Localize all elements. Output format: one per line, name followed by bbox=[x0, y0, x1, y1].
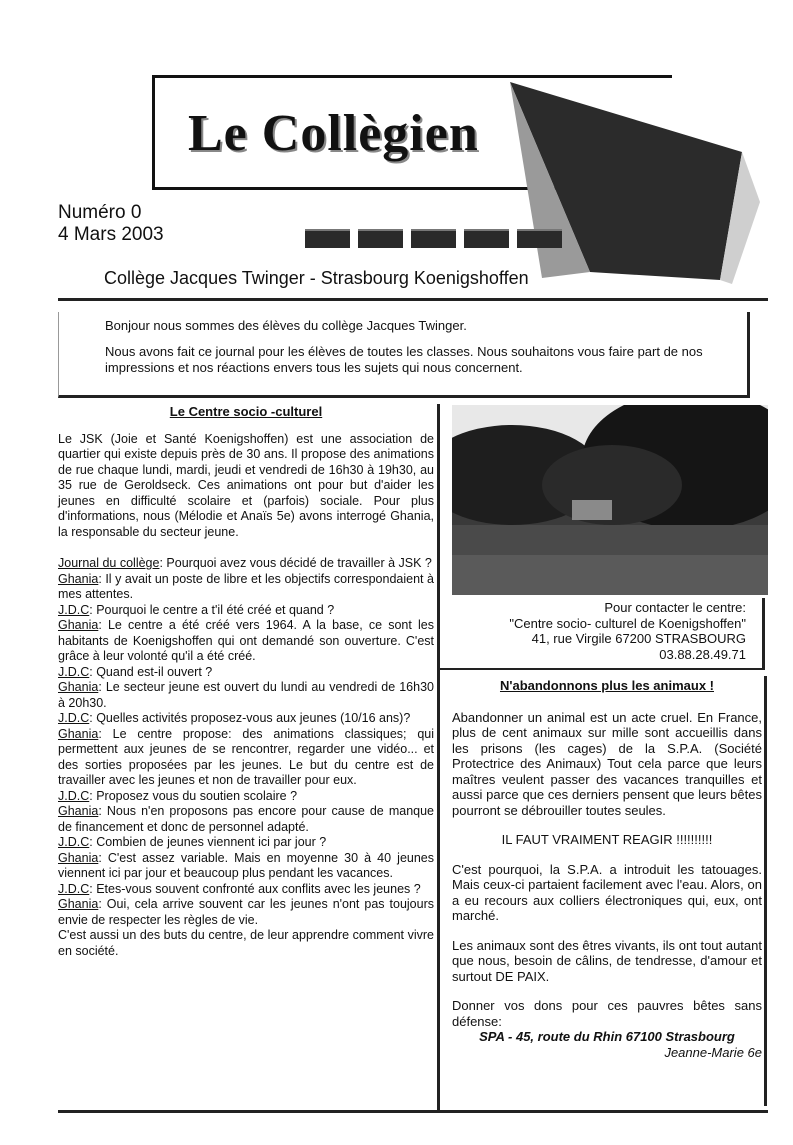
qa-speaker: Ghania bbox=[58, 897, 99, 911]
qa-line: Ghania: Oui, cela arrive souvent car les jeunes n'ont pas toujours envie de respecter les règles de vie. bbox=[58, 897, 434, 927]
qa-line: Ghania: Il y avait un poste de libre et les objectifs correspondaient à mes attentes. bbox=[58, 571, 434, 601]
article-title: Le Centre socio -culturel bbox=[169, 404, 323, 419]
qa-text: Etes-vous souvent confronté aux conflits avec les jeunes ? bbox=[96, 881, 421, 896]
decorative-block bbox=[411, 229, 456, 248]
intro-paragraph: Nous avons fait ce journal pour les élèves de toutes les classes. Nous souhaitons vous faire part de nos impressions et nos réactions envers tous les sujets qui nous concernent. bbox=[105, 344, 703, 375]
masthead-frame-left bbox=[152, 75, 155, 190]
qa-speaker: Ghania bbox=[58, 726, 99, 741]
qa-text: C'est assez variable. Mais en moyenne 30 à 40 jeunes viennent ici par jour et beaucoup plus pendant les vacances. bbox=[58, 850, 435, 880]
article-paragraph: Abandonner un animal est un acte cruel. En France, plus de cent animaux sur mille sont accueillis dans les prisons (les cages) de la S.P.A. (Société Protectrice des Animaux) Tout cela parce que leurs maîtres veulent passer des vacances tranquilles et aussi parce que ces derniers pensent que leurs bêtes pourront se débrouiller toutes seules. bbox=[452, 709, 762, 818]
footer-divider bbox=[58, 1110, 768, 1113]
qa-line: J.D.C: Quand est-il ouvert ? bbox=[58, 664, 213, 679]
contact-border-bottom bbox=[440, 668, 765, 670]
contact-line: Pour contacter le centre: bbox=[604, 600, 746, 615]
qa-speaker: Ghania bbox=[58, 618, 99, 632]
qa-line: Journal du collège: Pourquoi avez vous décidé de travailler à JSK ? bbox=[58, 556, 432, 570]
qa-line: Ghania: Nous n'en proposons pas encore pour cause de manque de financement et donc de personnel adapté. bbox=[58, 804, 434, 834]
decorative-blocks bbox=[305, 229, 562, 248]
article-intro: Le JSK (Joie et Santé Koenigshoffen) est une association de quartier qui existe depuis près de 30 ans. Il propose des animations de rue chaque lundi, mardi, jeudi et vendredi de 16h30 à 19h30, au 35 rue de Geroldseck. Ces animations ont pour but d'aider les jeunes en difficulté scolaire et (parfois) sociale. Pour plus d'informations, nous (Mélodie et Anaïs 5e) avons interrogé Ghania, la responsable du secteur jeune. bbox=[58, 431, 434, 539]
qa-text: Quand est-il ouvert ? bbox=[96, 664, 213, 679]
contact-phone: 03.88.28.49.71 bbox=[659, 646, 746, 662]
article-exclamation: IL FAUT VRAIMENT REAGIR !!!!!!!!!! bbox=[501, 832, 713, 847]
issue-info bbox=[58, 202, 164, 246]
qa-line: Ghania: Le secteur jeune est ouvert du lundi au vendredi de 16h30 à 20h30. bbox=[58, 680, 434, 710]
qa-text: Nous n'en proposons pas encore pour cause de manque de financement et donc de personnel adapté. bbox=[58, 804, 434, 834]
qa-speaker: J.D.C bbox=[58, 788, 90, 803]
intro-paragraph: Bonjour nous sommes des élèves du collège Jacques Twinger. bbox=[105, 318, 467, 333]
qa-speaker: Ghania bbox=[58, 571, 99, 586]
decorative-block bbox=[464, 229, 509, 248]
qa-text: Proposez vous du soutien scolaire ? bbox=[96, 788, 298, 803]
contact-border-right bbox=[762, 598, 765, 668]
qa-speaker: J.D.C bbox=[58, 602, 90, 617]
qa-text: Quelles activités proposez-vous aux jeunes (10/16 ans)? bbox=[96, 711, 411, 725]
qa-text: Combien de jeunes viennent ici par jour ? bbox=[96, 835, 327, 849]
qa-speaker: J.D.C bbox=[58, 711, 90, 725]
spa-address: SPA - 45, route du Rhin 67100 Strasbourg bbox=[479, 1029, 735, 1044]
qa-speaker: J.D.C bbox=[58, 881, 90, 896]
decorative-cube-graphic bbox=[470, 72, 770, 292]
qa-line: Ghania: Le centre a été créé vers 1964. A la base, ce sont les habitants de Koenigshoffen qui ont demandé son ouverture. C'est grâce à leur volonté qu'il a été créé. bbox=[58, 618, 434, 663]
decorative-block bbox=[517, 229, 562, 248]
contact-address: 41, rue Virgile 67200 STRASBOURG bbox=[531, 631, 746, 646]
decorative-block bbox=[358, 229, 403, 248]
qa-text: Il y avait un poste de libre et les objectifs correspondaient à mes attentes. bbox=[58, 571, 434, 601]
contact-info bbox=[440, 600, 746, 662]
qa-line: J.D.C: Quelles activités proposez-vous aux jeunes (10/16 ans)? bbox=[58, 711, 411, 725]
article-paragraph: Les animaux sont des êtres vivants, ils ont tout autant que nous, besoin de câlins, de tendresse, d'amour et surtout DE PAIX. bbox=[452, 937, 762, 984]
column-divider bbox=[437, 404, 440, 1110]
qa-text: Le centre a été créé vers 1964. A la base, ce sont les habitants de Koenigshoffen qui ont demandé son ouverture. C'est grâce à leur volonté qu'il a été créé. bbox=[58, 618, 434, 663]
issue-date: 4 Mars 2003 bbox=[58, 224, 164, 245]
qa-speaker: Ghania bbox=[58, 850, 99, 865]
qa-text: Pourquoi le centre a t'il été créé et quand ? bbox=[96, 602, 335, 617]
newspaper-title: Le Collègien bbox=[188, 105, 479, 162]
qa-line: Ghania: Le centre propose: des animations classiques; qui permettent aux jeunes de se rencontrer, regarder une vidéo... et des sorties proposées par les jeunes. Le but du centre est de travailler avec les jeunes et non de travailler pour eux. bbox=[58, 726, 435, 787]
qa-speaker: Ghania bbox=[58, 680, 99, 694]
decorative-block bbox=[305, 229, 350, 248]
issue-number: Numéro 0 bbox=[58, 202, 142, 223]
qa-line: J.D.C: Proposez vous du soutien scolaire ? bbox=[58, 788, 298, 803]
qa-text: Le secteur jeune est ouvert du lundi au vendredi de 16h30 à 20h30. bbox=[58, 680, 434, 710]
school-name: Collège Jacques Twinger - Strasbourg Koenigshoffen bbox=[104, 268, 529, 288]
intro-box bbox=[58, 312, 750, 398]
right-column-border bbox=[764, 676, 767, 1106]
article-closing: C'est aussi un des buts du centre, de leur apprendre comment vivre en société. bbox=[58, 928, 434, 958]
qa-line: Ghania: C'est assez variable. Mais en moyenne 30 à 40 jeunes viennent ici par jour et beaucoup plus pendant les vacances. bbox=[58, 850, 435, 880]
article-signature: Jeanne-Marie 6e bbox=[664, 1044, 762, 1060]
qa-speaker: Journal du collège bbox=[58, 556, 160, 570]
qa-text: Le centre propose: des animations classiques; qui permettent aux jeunes de se rencontrer, regarder une vidéo... et des sorties proposées par les jeunes. Le but du centre est de travailler avec les jeunes et non de travailler pour eux. bbox=[58, 726, 435, 787]
qa-line: J.D.C: Combien de jeunes viennent ici par jour ? bbox=[58, 835, 327, 849]
article-title: N'abandonnons plus les animaux ! bbox=[499, 678, 714, 693]
article-paragraph: Donner vos dons pour ces pauvres bêtes sans défense: bbox=[452, 998, 762, 1029]
qa-speaker: J.D.C bbox=[58, 664, 90, 679]
qa-text: Oui, cela arrive souvent car les jeunes n'ont pas toujours envie de respecter les règles de vie. bbox=[58, 897, 434, 927]
header-divider bbox=[58, 298, 768, 301]
article-paragraph: C'est pourquoi, la S.P.A. a introduit les tatouages. Mais ceux-ci partaient facilement avec l'eau. Alors, on a eu recours aux colliers électroniques qui, eux, ont marché. bbox=[452, 861, 762, 923]
qa-speaker: J.D.C bbox=[58, 835, 90, 849]
article-centre-socio-culturel bbox=[58, 404, 434, 959]
article-animaux bbox=[452, 678, 762, 1060]
qa-text: Pourquoi avez vous décidé de travailler à JSK ? bbox=[166, 556, 432, 570]
centre-photo bbox=[452, 405, 768, 595]
qa-line: J.D.C: Pourquoi le centre a t'il été créé et quand ? bbox=[58, 602, 335, 617]
contact-line: "Centre socio- culturel de Koenigshoffen" bbox=[509, 615, 746, 631]
qa-speaker: Ghania bbox=[58, 804, 99, 818]
trees-park-image bbox=[452, 405, 768, 595]
qa-line: J.D.C: Etes-vous souvent confronté aux conflits avec les jeunes ? bbox=[58, 881, 421, 896]
